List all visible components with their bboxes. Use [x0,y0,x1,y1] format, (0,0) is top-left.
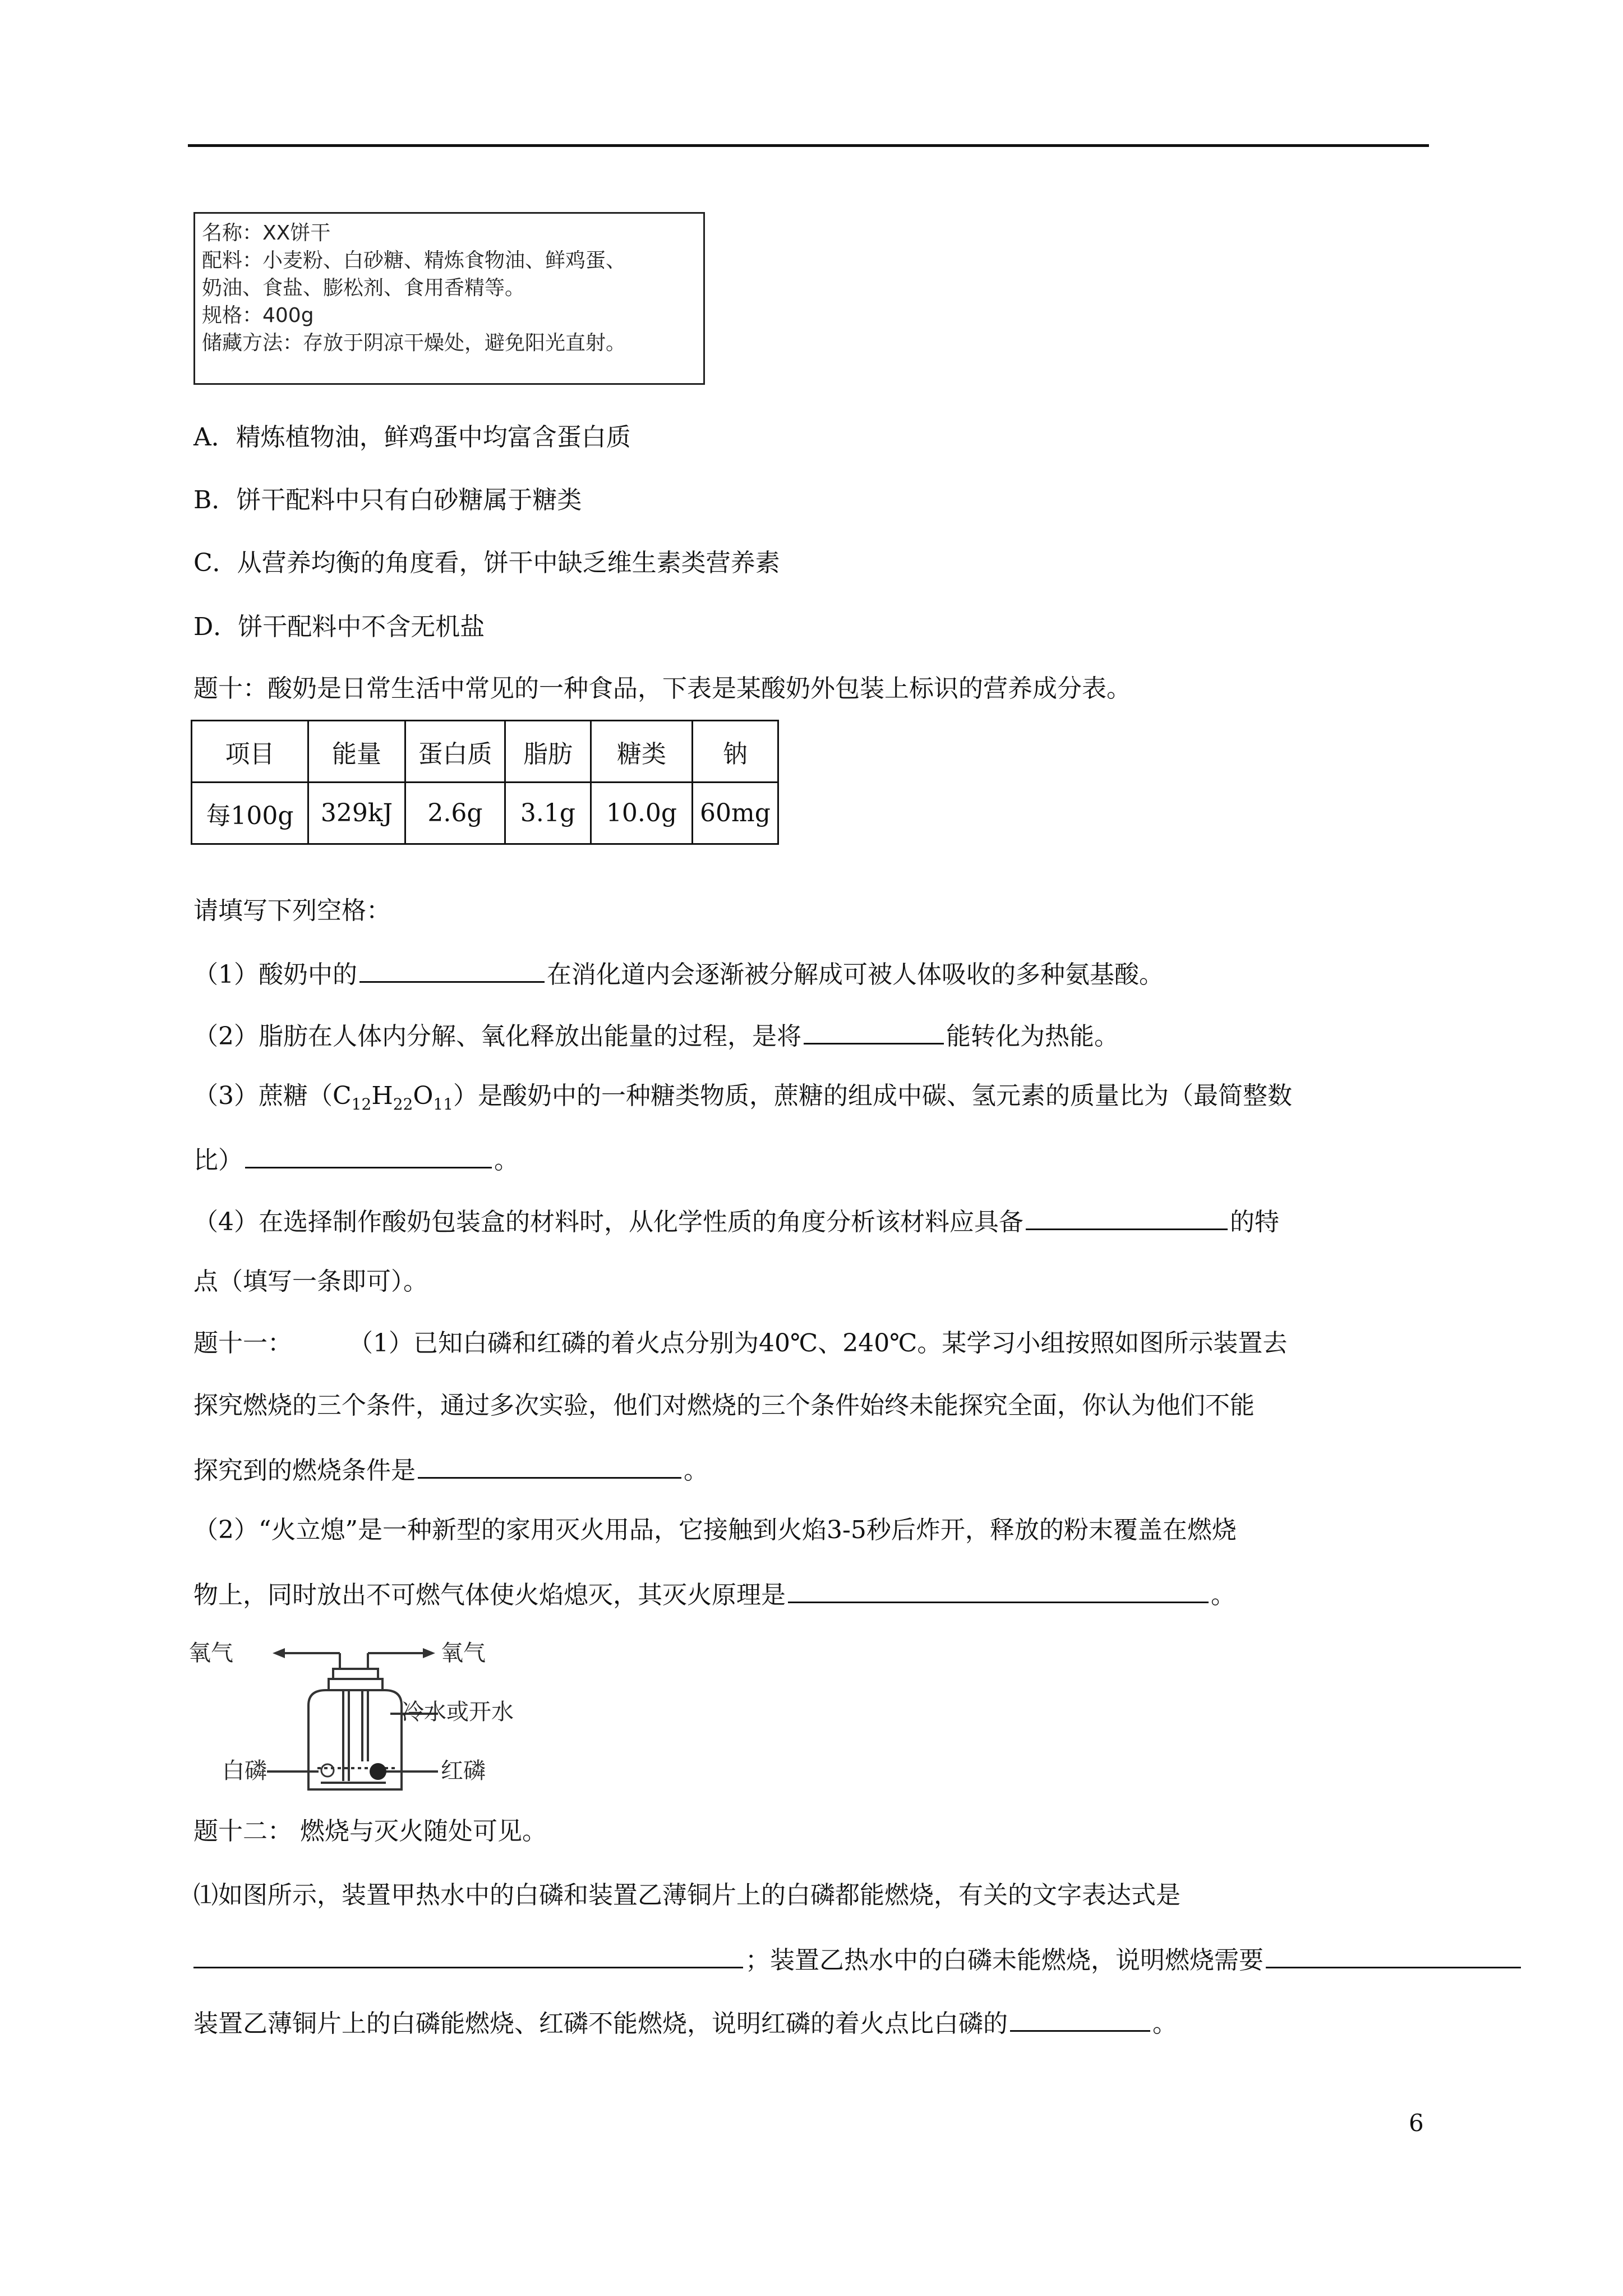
q12-1-text-c: 装置乙薄铜片上的白磷能燃烧、红磷不能燃烧，说明红磷的着火点比白磷的 [193,2009,1008,2038]
water-label: 冷水或开水 [402,1700,514,1724]
q10-3-text-a: （3）蔗糖（C [193,1082,352,1110]
arrow-left-icon [273,1648,285,1658]
answer-blank[interactable] [804,1017,944,1045]
label-line: 储藏方法：存放于阴凉干燥处，避免阳光直射。 [202,332,626,355]
q12-1-end: 。 [1152,2009,1177,2038]
table-header-cell: 脂肪 [505,721,591,783]
page-number: 6 [1409,2109,1424,2137]
table-row [192,783,778,844]
apparatus-diagram [188,1638,637,1806]
q12-item-1-line-3 [193,2004,1177,2041]
table-header-cell: 蛋白质 [405,721,505,783]
q12-item-1-line-2 [193,1941,1523,1977]
product-label-box [193,212,705,385]
label-line: 奶油、食盐、膨松剂、食用香精等。 [202,277,525,300]
q10-2-text-b: 能转化为热能。 [946,1022,1119,1051]
nutrition-table [191,720,779,845]
red-phosphorus-icon [370,1763,386,1780]
table-cell: 3.1g [505,783,591,844]
q10-3-text-c: 比） [193,1146,243,1175]
q10-3-text-b: ）是酸奶中的一种糖类物质，蔗糖的组成中碳、氢元素的质量比为（最简整数 [453,1082,1293,1110]
q10-item-4-cont: 点（填写一条即可）。 [193,1267,428,1296]
q11-2-end: 。 [1211,1581,1235,1609]
answer-blank[interactable] [418,1451,681,1479]
q10-item-1 [193,955,1164,992]
q11-para-1 [193,1327,1287,1360]
formula-part: H [371,1082,393,1110]
q10-item-4 [193,1203,1279,1239]
arrow-right-icon [423,1648,435,1658]
answer-blank[interactable] [1010,2004,1150,2032]
white-phosphorus-label: 白磷 [222,1759,267,1783]
q11-2-text-b: 物上，同时放出不可燃气体使火焰熄灭，其灭火原理是 [193,1581,786,1609]
q10-1-text-b: 在消化道内会逐渐被分解成可被人体吸收的多种氨基酸。 [547,960,1164,989]
q10-item-3 [193,1079,1292,1121]
white-phosphorus-icon [321,1764,334,1777]
label-line: 名称：XX饼干 [202,222,331,245]
subscript: 11 [433,1095,454,1114]
q12-item-1: ⑴如图所示，装置甲热水中的白磷和装置乙薄铜片上的白磷都能燃烧，有关的文字表达式是 [193,1881,1181,1910]
option-d: D．饼干配料中不含无机盐 [193,613,485,641]
q11-1-text-c: 探究到的燃烧条件是 [193,1456,416,1485]
option-b: B．饼干配料中只有白砂糖属于糖类 [193,486,582,514]
q11-label: 题十一： [193,1329,292,1358]
q10-intro: 题十：酸奶是日常生活中常见的一种食品，下表是某酸奶外包装上标识的营养成分表。 [193,674,1131,703]
table-cell: 每100g [192,783,308,844]
q10-1-text-a: （1）酸奶中的 [193,960,357,989]
formula-part: O [413,1082,434,1110]
label-line: 配料：小麦粉、白砂糖、精炼食物油、鲜鸡蛋、 [202,249,626,272]
table-cell: 2.6g [405,783,505,844]
q11-para-2: （2）“火立熄”是一种新型的家用灭火用品，它接触到火焰3-5秒后炸开，释放的粉末覆盖在燃烧 [193,1516,1237,1544]
table-header-row [192,721,778,783]
q11-para-1-line-3 [193,1451,708,1488]
answer-blank[interactable] [193,1941,743,1968]
answer-blank[interactable] [1026,1203,1228,1230]
table-cell: 60mg [693,783,778,844]
q10-3-end: 。 [494,1146,519,1175]
header-rule [188,144,1429,147]
q10-item-3-cont [193,1141,519,1177]
table-cell: 329kJ [308,783,405,844]
table-header-cell: 项目 [192,721,308,783]
q10-4-text-a: （4）在选择制作酸奶包装盒的材料时，从化学性质的角度分析该材料应具备 [193,1208,1023,1236]
answer-blank[interactable] [359,955,545,983]
answer-blank[interactable] [245,1141,492,1168]
oxygen-label-left: 氧气 [188,1641,233,1665]
answer-blank[interactable] [1266,1941,1521,1968]
q10-item-2 [193,1017,1119,1053]
label-line: 规格：400g [202,304,314,327]
q11-1-text-a: （1）已知白磷和红磷的着火点分别为40℃、240℃。某学习小组按照如图所示装置去 [348,1329,1288,1358]
table-header-cell: 能量 [308,721,405,783]
q10-2-text-a: （2）脂肪在人体内分解、氧化释放出能量的过程，是将 [193,1022,801,1051]
table-header-cell: 钠 [693,721,778,783]
option-a: A．精炼植物油，鲜鸡蛋中均富含蛋白质 [193,423,631,452]
q12-1-text-b: ；装置乙热水中的白磷未能燃烧，说明燃烧需要 [745,1946,1264,1975]
oxygen-label-right: 氧气 [441,1641,486,1665]
q12-intro: 题十二： 燃烧与灭火随处可见。 [193,1817,547,1846]
red-phosphorus-label: 红磷 [441,1759,486,1783]
table-cell: 10.0g [591,783,693,844]
table-header-cell: 糖类 [591,721,693,783]
answer-blank[interactable] [788,1576,1209,1603]
fill-prompt: 请填写下列空格： [193,896,391,925]
subscript: 22 [393,1095,413,1114]
q11-para-1-line-2: 探究燃烧的三个条件，通过多次实验，他们对燃烧的三个条件始终未能探究全面，你认为他们不能 [193,1391,1255,1420]
subscript: 12 [351,1095,372,1114]
q11-para-2-line-2 [193,1576,1235,1612]
q11-1-end: 。 [684,1456,708,1485]
option-c: C．从营养均衡的角度看，饼干中缺乏维生素类营养素 [193,549,780,577]
q10-4-text-b: 的特 [1230,1208,1279,1236]
